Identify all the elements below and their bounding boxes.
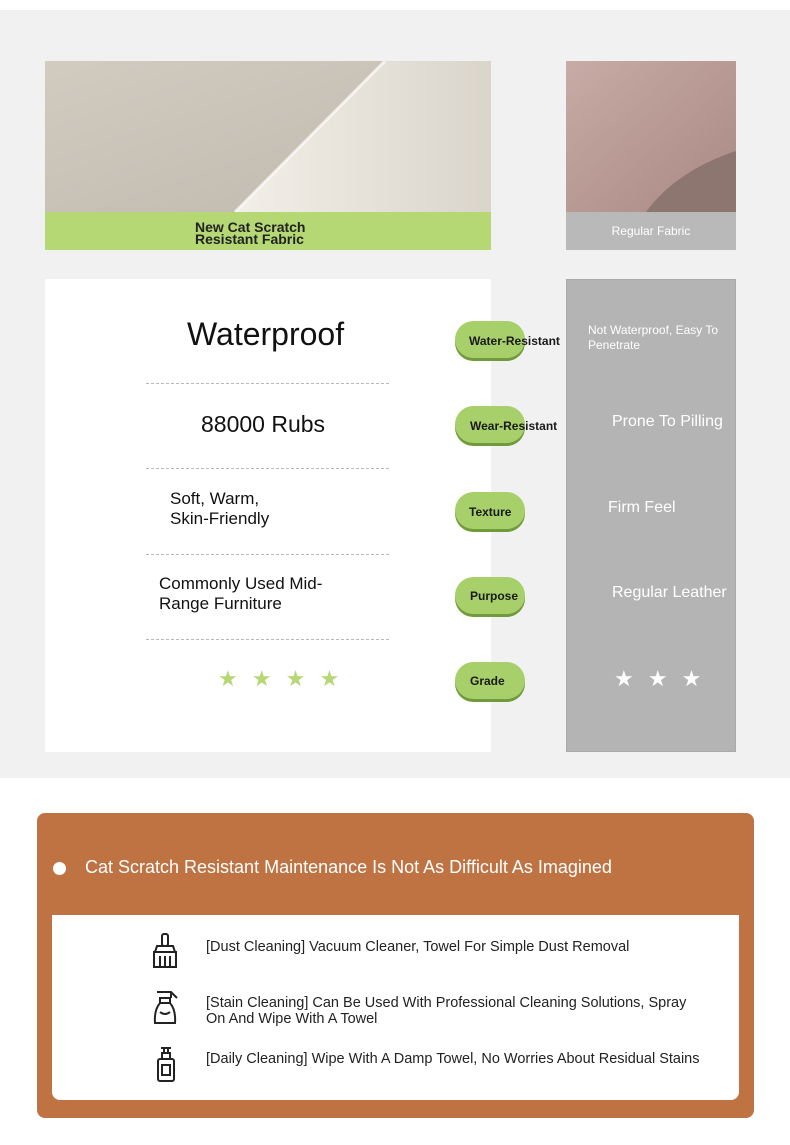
new-value-purpose: Commonly Used Mid-Range Furniture (159, 574, 323, 613)
new-grade-stars: ★ ★ ★ ★ (218, 666, 344, 691)
attribute-label-wear: Wear-Resistant (470, 419, 558, 433)
bullet-icon (53, 862, 66, 875)
brush-icon (149, 932, 181, 970)
new-value-wear: 88000 Rubs (201, 411, 326, 437)
regular-grade-stars: ★ ★ ★ (614, 666, 706, 691)
tip-dust-cleaning: [Dust Cleaning] Vacuum Cleaner, Towel For Simple Dust Removal (206, 939, 630, 955)
regular-value-water: Not Waterproof, Easy To Penetrate (588, 323, 719, 352)
tip-stain-cleaning: [Stain Cleaning] Can Be Used With Professional Cleaning Solutions, Spray On And Wipe With A Towel (206, 995, 687, 1027)
new-fabric-image (45, 61, 491, 212)
new-value-texture: Soft, Warm, Skin-Friendly (170, 489, 270, 528)
attribute-label-water: Water-Resistant (469, 334, 560, 348)
regular-fabric-image (566, 61, 736, 212)
soap-dispenser-icon (150, 1045, 182, 1083)
row-divider (146, 383, 389, 384)
row-divider (146, 639, 389, 640)
regular-value-texture: Firm Feel (608, 499, 676, 516)
attribute-label-purpose: Purpose (470, 589, 519, 603)
attribute-label-grade: Grade (470, 674, 505, 688)
row-divider (146, 554, 389, 555)
new-value-water: Waterproof (187, 316, 345, 352)
regular-fabric-label: Regular Fabric (566, 212, 736, 250)
new-fabric-label: New Cat Scratch Resistant Fabric (45, 212, 491, 250)
regular-value-wear: Prone To Pilling (612, 413, 723, 430)
regular-value-purpose: Regular Leather (612, 584, 727, 601)
tip-daily-cleaning: [Daily Cleaning] Wipe With A Damp Towel, No Worries About Residual Stains (206, 1051, 700, 1067)
spray-bottle-icon (149, 988, 181, 1026)
attribute-label-texture: Texture (469, 505, 512, 519)
row-divider (146, 468, 389, 469)
maintenance-title: Cat Scratch Resistant Maintenance Is Not As Difficult As Imagined (85, 857, 612, 877)
